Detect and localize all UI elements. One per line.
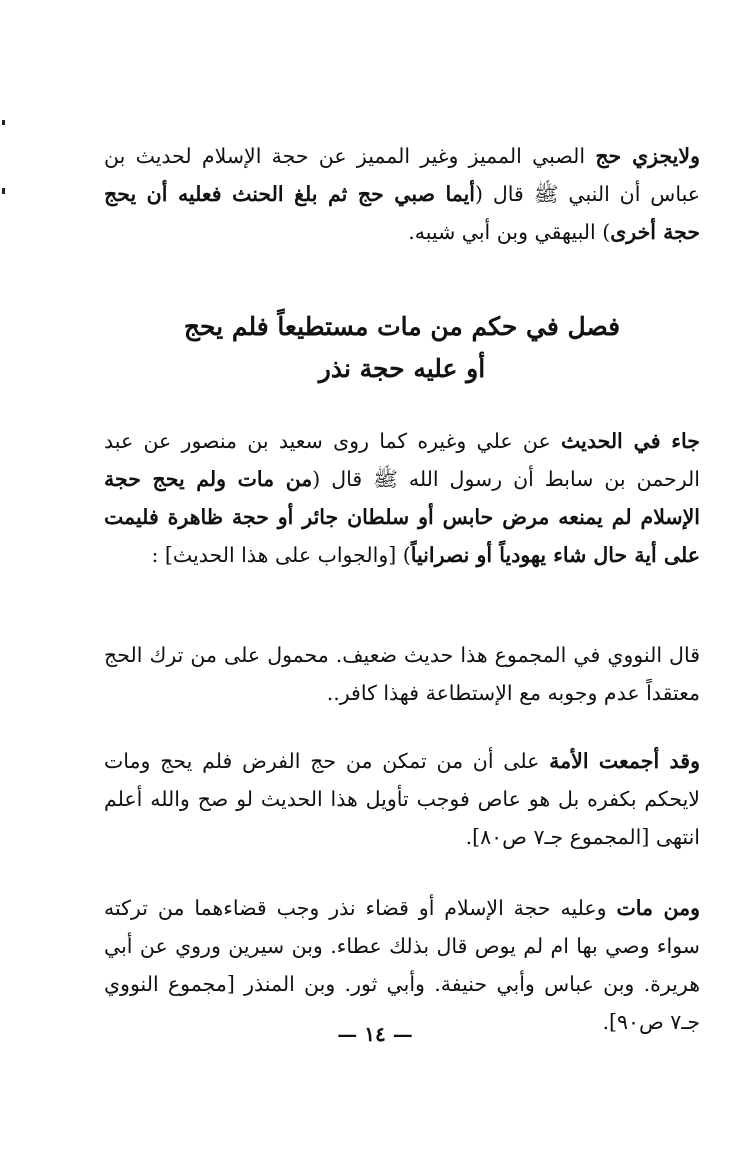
paragraph-nawawi: [104, 636, 700, 712]
margin-mark: [2, 188, 5, 194]
paragraph-text: وعليه حجة الإسلام أو قضاء نذر وجب قضاءهما من تركته سواء وصي بها ام لم يوص قال بذلك عطاء. وبن سيرين وروي عن أبي هريرة. وبن عباس وأبي حنيفة. وأبي ثور. وبن المنذر [مجموع النووي جـ٧ ص٩٠].: [104, 896, 700, 1034]
paragraph-text: عن علي وغيره كما روى سعيد بن منصور عن عبد الرحمن بن سابط أن رسول الله ﷺ قال (: [104, 429, 700, 491]
bold-phrase: وقد أجمعت الأمة: [549, 749, 700, 773]
paragraph-died-owing-hajj: [104, 889, 700, 1041]
bold-phrase: ولايجزي حج: [595, 144, 700, 168]
paragraph-text: ) [والجواب على هذا الحديث] :: [151, 543, 411, 567]
paragraph-text: على أن من تمكن من حج الفرض فلم يحج ومات لايحكم بكفره بل هو عاص فوجب تأويل هذا الحديث لو صح والله أعلم انتهى [المجموع جـ٧ ص٨٠].: [104, 749, 700, 849]
paragraph-consensus: [104, 742, 700, 856]
paragraph-text: الصبي المميز وغير المميز عن حجة الإسلام لحديث بن عباس أن النبي ﷺ قال (: [104, 144, 700, 206]
paragraph-text: قال النووي في المجموع هذا حديث ضعيف. محمول على من ترك الحج معتقداً عدم وجوبه مع الإستطاعة فهذا كافر..: [104, 643, 700, 705]
page-number: — ١٤ —: [337, 1022, 413, 1046]
heading-line: فصل في حكم من مات مستطيعاً فلم يحج: [183, 312, 621, 341]
heading-line: أو عليه حجة نذر: [318, 354, 486, 383]
paragraph-child-hajj: [104, 137, 700, 251]
paragraph-text: ) البيهقي وبن أبي شيبه.: [408, 220, 611, 244]
section-heading: [104, 306, 700, 390]
bold-phrase: ومن مات: [616, 896, 700, 920]
margin-mark: [2, 120, 5, 125]
hadith-quote: أيما صبي حج ثم بلغ الحنث فعليه أن يحج حجة أخرى: [104, 182, 700, 244]
paragraph-hadith: [104, 422, 700, 574]
hadith-quote: من مات ولم يحج حجة الإسلام لم يمنعه مرض حابس أو سلطان جائر أو حجة ظاهرة فليمت على أية حال شاء يهودياً أو نصرانياً: [104, 467, 700, 567]
bold-phrase: جاء في الحديث: [560, 429, 700, 453]
